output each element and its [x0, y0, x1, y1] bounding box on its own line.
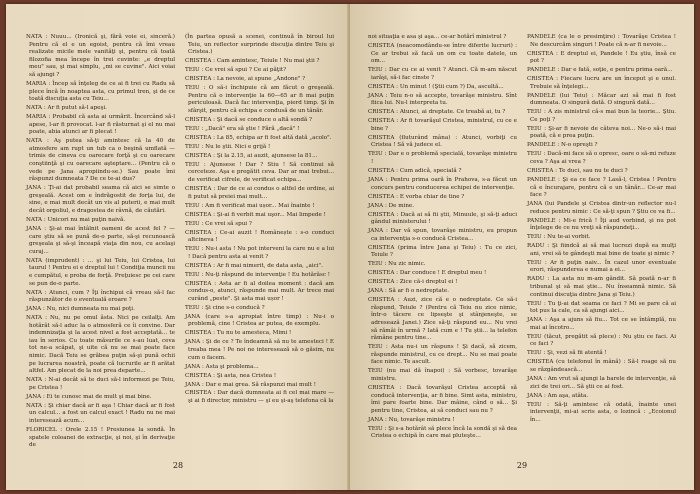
dialogue-paragraph: NATA (imprudent) : ... şi lui Teiu, lui Cristea, lui taurul ! Pentru ei e dreptul lui ! Condiţia muncii nu e cumpătul, e proba de forţă. Preţuiesc pe cei care se pun de-o parte.	[26, 257, 175, 287]
dialogue-paragraph: TEIU : Ajunsese ! Dar ? Stiu ! Să continui să cerceteze. Aşa e pregătit ceva. Dar ar mai trebui... de verificat cifrele, de verificat echipa...	[185, 161, 334, 183]
dialogue-paragraph: TEIU (nu mai dă înapoi) : Să vorbesc, tovarăşe ministru.	[368, 368, 517, 382]
dialogue-paragraph: PANDELE : Dar e fată, soţie, e pentru prima oară...	[527, 67, 673, 74]
dialogue-paragraph: JANA : Dar e mai grea. Să răspunzi mai mult !	[185, 381, 316, 388]
dialogue-paragraph: MARIA : Încep să înţeleg de ce ai fi trei cu Radu să plece încă în noaptea asta, cu primul tren, şi de ce toată discuţia asta cu Teiu...	[26, 80, 175, 103]
dialogue-paragraph: JANA (care s-a apropiat între timp) : Nu-i o problemă, cine ! Cristea ar putea, de exemplu.	[185, 313, 334, 328]
dialogue-paragraph: JANA : Nu, nici dumneata nu mai poţi.	[26, 306, 135, 313]
dialogue-paragraph: RADU : Şi fiindcă ai să mai lucrezi după ea mulţi ani, vrei să te gândeşti mai bine de toate şi nimic ?	[527, 243, 676, 257]
dialogue-paragraph: PANDELE : N-o opreşti ?	[527, 142, 598, 149]
dialogue-paragraph: JANA : Şi de ce ? Te îndeamnă să nu te amesteci ! E treaba mea ! Pe noi ne interesează să o găsim, nu cum o facem.	[185, 339, 334, 361]
dialogue-paragraph: NATA : Aş putea să-ţi amintesc că la 40 de atmosfere am rupt un tub ca o beşină umflată — trimis de cineva cu oarecare forţă şi cu oarecare conştiinţă şi cu oarecare aşteptare... (Pentru că o vede pe Jana apropiindu-se.) Sau poate îmi răspunzi dumneata ? De ce te-ai dus?	[26, 138, 175, 183]
dialogue-paragraph: CRISTEA : Tu nu te amesteca, Mimi !	[185, 330, 292, 337]
dialogue-paragraph: CRISTEA : Zice că-i dreptul ei !	[368, 279, 458, 286]
dialogue-paragraph: TEIU : Nu le ştii. Nici e grijă !	[185, 143, 271, 150]
dialogue-paragraph: TEIU : Tu ţi-ai dat seama ce faci ? Mi se pare că ai tot pus la cale, ca să ajungi aici...	[527, 300, 676, 315]
page-number-left: 28	[172, 461, 184, 470]
dialogue-paragraph: NATA : Unicori nu mai puţin naivă.	[26, 217, 126, 223]
dialogue-paragraph: NATA : N-ai decât să te duci să-l informezi pe Teiu, pe Cristea !	[26, 377, 175, 391]
dialogue-paragraph: CRISTEA : E dreptul ei, Pandele ! Eu ştiu, însă ce pot ?	[527, 50, 676, 65]
dialogue-paragraph: JANA : Ei te cunosc mai de mult şi mai bine.	[26, 393, 152, 400]
right-page-column-1	[368, 34, 517, 444]
dialogue-paragraph: CRISTEA : Şi-ai fi verbit mai uşor... Mai limpede !	[185, 211, 326, 218]
dialogue-paragraph: CRISTEA : Dar conduce ! E dreptul meu !	[368, 270, 487, 277]
dialogue-paragraph: MARIA : Probabil că asta ai urmărit. Încercând să-l apese, l-ar fi provocat. l-ar fi răsturnat şi el nu mai poate, abia atunci ar fi plecat !	[26, 114, 175, 136]
dialogue-paragraph: TEIU : A zis ministrul că-s mai bun la teorie... Ştiu. Ce poţi ?	[527, 109, 676, 123]
dialogue-paragraph: TEIU : Şi-ar fi nevoie de câteva noi... Ne-o să-i mai poată, că e prea puţin.	[527, 125, 676, 140]
dialogue-paragraph: TEIU : Să-ţi amintesc că odată, înainte unei intervenţii, mi-ai scris asta, o lozincă : „Ecoionul în...	[527, 401, 676, 423]
dialogue-paragraph: TEIU : Dar cu ce ai venit ? Atunci. Că m-am născut iarăşi, să-i fac cinste ?	[368, 67, 517, 81]
dialogue-paragraph: CRISTEA : Şi la 2.15, ai auzit, ajunsese la 81...	[185, 152, 318, 159]
dialogue-paragraph: JANA : Aşa a ajuns să fiu... Tot ce se întâmplă, nu mai ai încotro...	[527, 317, 676, 331]
dialogue-paragraph: (În partea opusă a scenei, continuă în biroul lui Teiu, un reflector surprinde discuţia dintre Teiu şi Cristea.)	[185, 34, 334, 56]
dialogue-paragraph: CRISTEA : Ce-ai auzit ! Românește : s-o conduci altcineva !	[185, 229, 334, 244]
dialogue-paragraph: CRISTEA : Te duci, sau nu te duci ?	[527, 168, 628, 175]
dialogue-paragraph: JANA : Dar vă spun, tovarăşe ministru, eu propun ca intervenţia s-o conducă Cristea...	[368, 228, 517, 242]
left-page	[6, 4, 350, 490]
dialogue-paragraph: CRISTEA (fluturând mâna) : Atunci, vorbiţi cu Cristea ! Să vă judece el.	[368, 134, 517, 149]
dialogue-paragraph: CRISTEA : Şi asta, nea Cristea !	[185, 372, 277, 379]
dialogue-paragraph: TEIU : Ar fi puţin naiv... În cazul unor eventuale erori, răspunderea e numai a ei...	[527, 259, 676, 274]
dialogue-paragraph: CRISTEA : Dar dacă dumneata ai fi cel mai mare — şi ai fi director, ministru — şi eu şi-aş telefona că la	[185, 390, 334, 405]
dialogue-paragraph: JANA : Teiu n-o să accepte, tovarăşe ministru. Sînt fiica lui. Nu-l interpreta tu.	[368, 92, 517, 107]
dialogue-paragraph: TEIU : Nu zic nimic.	[368, 261, 426, 268]
dialogue-paragraph: CRISTEA : Cum adică, specială ?	[368, 168, 462, 175]
dialogue-paragraph: NATA : Atunci, cum ? Îţi închipui că vreau să-l fac răspunzător de o eventuală eroare ?	[26, 289, 175, 304]
dialogue-paragraph: RADU : La asta nu m-am gândit. Să poată n-ar fi tribunal şi să mai ştie... Nu înseamnă nimic. Să continui discuţia dintre Jana şi Teiu.)	[527, 276, 676, 298]
dialogue-paragraph: JANA : Am aşa, atâta.	[527, 392, 589, 399]
dialogue-paragraph: CRISTEA : E vorba chiar de tine ?	[368, 193, 465, 200]
dialogue-paragraph: JANA : Nu, tovarăşe ministru !	[368, 416, 455, 423]
right-page	[350, 4, 694, 490]
dialogue-paragraph: CRISTEA : Atunci, ai dreptate. Ce treabă ai, tu ?	[368, 109, 506, 116]
left-page-column-1	[26, 34, 175, 449]
dialogue-paragraph: TEIU : Nu te-ai vorbit.	[527, 234, 591, 241]
left-page-column-2	[185, 34, 334, 444]
dialogue-paragraph: NATA : Ar fi putut să-l apeşi.	[26, 105, 107, 112]
left-page-columns	[26, 34, 334, 449]
dialogue-paragraph: CRISTEA : Un minut ! (Ştii cum ?) Da, ascultă...	[368, 83, 504, 90]
dialogue-paragraph: PANDELE : Mi-e frică ! Îţi aud vorbind, şi nu pot înţelege de ce nu vreţi să răspundeţi...	[527, 217, 676, 232]
dialogue-paragraph: CRISTEA : Dacă tovarăşul Cristea acceptă să conducă intervenţia, ar fi bine. Simt asta, ministru, îmi pare foarte bine. Dar mâine, când o să... Şi pentru tine, Cristea, ai să conduci sau nu ?	[368, 384, 517, 414]
dialogue-paragraph: CRISTEA (prima între Jana şi Teiu) : Tu ce zici, Teiule ?	[368, 244, 517, 259]
dialogue-paragraph: TEIU (tăcut, pregătit să plece) : Nu ştiu ce faci. Ai ce faci ?	[527, 333, 676, 348]
dialogue-paragraph: NATA : Nu, nu pe omul ăsta. Nici pe ceilalţi. Am hotărât să-l aduc la o atmosferă ce îi convine. Dar indemnizaţia şi la acest nivel a fost acceptată... te iau în serios. Cu toate măsurile ce s-au luat, ceva tot ne-a scăpat, şi uite că nu se mai poate face nimic. Dacă Teiu se grăbea puţin să-şi pună ochii pe lucrarea noastră, poate că lucrurile ar fi arătat altfel. Am plecat de la noi prea departe...	[26, 315, 175, 375]
dialogue-paragraph: CRISTEA : Asta ar fi al doilea moment : dacă am condus-o, atunci, răspunde mai mult. Ar trece mai curând „peste". Şi asta mai ușor !	[185, 280, 334, 302]
dialogue-paragraph: NATA : Nuuu... (Ironică şi, fără voie ei, sinceră.) Pentru că el e un egoist, pentru că îmi vreau realizate micile mele vanităţi şi, pentru că toată filozofia mea începe în trei cuvinte: „e dreptul meu" sau, şi mai simplu, „mi se cuvine". Aici voiai să ajungi ?	[26, 34, 175, 78]
dialogue-paragraph: JANA : Am vrut să ajungi la barele de intervenţie, să zici de trei ori... Să ştii ce ai fost.	[527, 375, 676, 390]
dialogue-paragraph: TEIU : Ce vrei să spui ? Ce ai păţit?	[185, 67, 287, 74]
dialogue-paragraph: TEIU : Şi cine s-o conducă ?	[185, 304, 265, 311]
dialogue-paragraph: FLORICEL : Orele 2.15 ! Presiunea la sondă. În spatele coloanei de extracţie, şi noi, şi în derivaţie de	[26, 426, 175, 449]
dialogue-paragraph: TEIU : Şi s-a hotărât să plece încă la sondă şi să dea Cristea o echipă în care mai pluteşte...	[368, 425, 517, 440]
dialogue-paragraph: CRISTEA : Dar de ce ai condus o altfel de ordine, ai fi putut să preiei mai mult...	[185, 185, 334, 200]
dialogue-paragraph: JANA : De mine.	[368, 202, 415, 209]
dialogue-paragraph: PANDELE : Şi ea ce face ? Lasă-l, Cristea ! Pentru că e încurajare, pentru că e un tânăr... Ce-ar mai face ?	[527, 177, 676, 199]
dialogue-paragraph: TEIU : Ce vrei să spui ?	[185, 220, 252, 227]
open-book	[6, 4, 694, 490]
dialogue-paragraph: TEIU : O să-i închipuie că am făcut o greşeală. Pentru că o intervenţie la 60—65 ar fi mai puţin periculoasă. Dacă fac intervenţia, pierd timp. Şi în sfârşit, pentru că echipa e condusă de un tânăr.	[185, 85, 334, 114]
dialogue-paragraph: TEIU : Asta nu-i un răspuns ! Şi dacă, să zicem, răspunde ministrul, cu ce drept... Nu se mai poate face nimic. Te ascult.	[368, 344, 517, 366]
dialogue-paragraph: JANA : Asta şi problema...	[185, 363, 259, 370]
page-number-right: 29	[516, 461, 528, 470]
dialogue-paragraph: TEIU : Şi, vezi să fii atentă !	[527, 350, 607, 357]
dialogue-paragraph: CRISTEA : Ar fi mai nimerit, de data asta, „aici".	[185, 262, 323, 269]
dialogue-paragraph: NATA : Şi chiar dacă ar fi aşa ! Chiar dacă ar fi fost un calcul... a fost un calcul exact ! Radu nu ne mai interesează acum...	[26, 402, 175, 424]
dialogue-paragraph: PANDELE (ca le o presimţire) : Tovarăşe Cristea ! Ne descurcăm singuri ! Poate că n-ar fi nevoie...	[527, 34, 676, 48]
dialogue-paragraph: CRISTEA : Ar fi tovarăşul Cristea, ministrul, cu ce e bine ?	[368, 118, 517, 132]
dialogue-paragraph: TEIU : „Dacă" era să ştie ! Fără „dacă" !	[185, 125, 300, 132]
dialogue-paragraph: JANA : Pentru prima oară în Prahova, s-a făcut un concurs pentru conducerea echipei de intervenţie.	[368, 177, 517, 191]
dialogue-paragraph: CRISTEA (cu telefonul în mână) : Să-l roage să nu se răzgândească...	[527, 359, 676, 373]
dialogue-paragraph: PANDELE (lui Teiu) : Măcar azi să mai fi fost dumneata. O singură dată. O singură dată...	[527, 92, 676, 107]
dialogue-paragraph: JANA (lui Pandele şi Cristea dintr-un reflector nu-l reduce pentru nimic : Ce să-ţi spun ? Ştiu ce va fi...	[527, 201, 676, 215]
dialogue-paragraph: JANA : Să ar fi o nedreptate.	[368, 288, 450, 295]
dialogue-paragraph: TEIU : Dacă-mi face să o opresc, oare o să-mi refuze ceva ? Aşa ai vrea ?	[527, 151, 676, 166]
dialogue-paragraph: noi situaţia e asa şi aşa... ce-ar hotărî ministrul ?	[368, 34, 507, 40]
dialogue-paragraph: CRISTEA : Fiecare lucru are un început şi e unul. Trebuie să înţelegi...	[527, 76, 676, 90]
right-page-columns	[368, 34, 676, 444]
dialogue-paragraph: CRISTEA : Şi dacă se conduce o altă sondă ?	[185, 116, 313, 123]
dialogue-paragraph: TEIU : Nu-i asta ! Nu pot interveni la care nu e a lui ! Dacă pentru asta ai venit ?	[185, 246, 334, 260]
dialogue-paragraph: CRISTEA : La nevoie, ai spune „Andone" ?	[185, 76, 306, 83]
dialogue-paragraph: TEIU : Dar e o problemă specială, tovarăşe ministru !	[368, 151, 517, 166]
dialogue-paragraph: TEIU : Nu-ţi răspund de intervenţie ! Eu hotărăsc !	[185, 271, 330, 278]
dialogue-paragraph: JANA : Şi-ai mai întâlnit oameni de acest fel ? — care ştiu să se pună de-o parte, să-şi recunoască greşeala şi să-şi înceapă viaţa din nou, cu acelaşi curaj...	[26, 225, 175, 255]
dialogue-paragraph: CRISTEA : Dacă ai să fii ştii, Minuule, şi să-ţi aduci gândul ministerului !	[368, 211, 517, 226]
dialogue-paragraph: CRISTEA : Cam amintesc, Teiule ! Nu mai ştii ?	[185, 58, 320, 65]
right-page-column-2	[527, 34, 676, 444]
dialogue-paragraph: CRISTEA : Auzi, zice că e o nedreptate. Ce să-i răspund, Teiule ? (Pentru că Teiu nu zice nimic, într-o tăcere ce lipseşte şi stânjeneşte, se adresează Janei.) Zice să-ţi răspund eu... Nu vrei să rămâi în urmă ? Iată cum e ! Tu ştii... la telefon rămâne pentru tine...	[368, 297, 517, 342]
dialogue-paragraph: TEIU : Am fi verificat mai ușor... Mai înainte !	[185, 202, 315, 209]
dialogue-paragraph: CRISTEA : La 85, echipa ar fi fost altă dată „acolo".	[185, 134, 332, 141]
dialogue-paragraph: JANA : Ţi-ai dat probabil seama că aici se simte o greşeală. Acest om e îndrăgostit de forţa lui, de sine, e mai mult decât un vis al puterii, e mai mult decât orgoliul, e dragostea de râvnă, de căutări.	[26, 185, 175, 215]
dialogue-paragraph: CRISTEA (neacomodându-se între diferite lucruri) : Ce ar trebui să facă un om cu toate datele, un om...	[368, 42, 517, 65]
